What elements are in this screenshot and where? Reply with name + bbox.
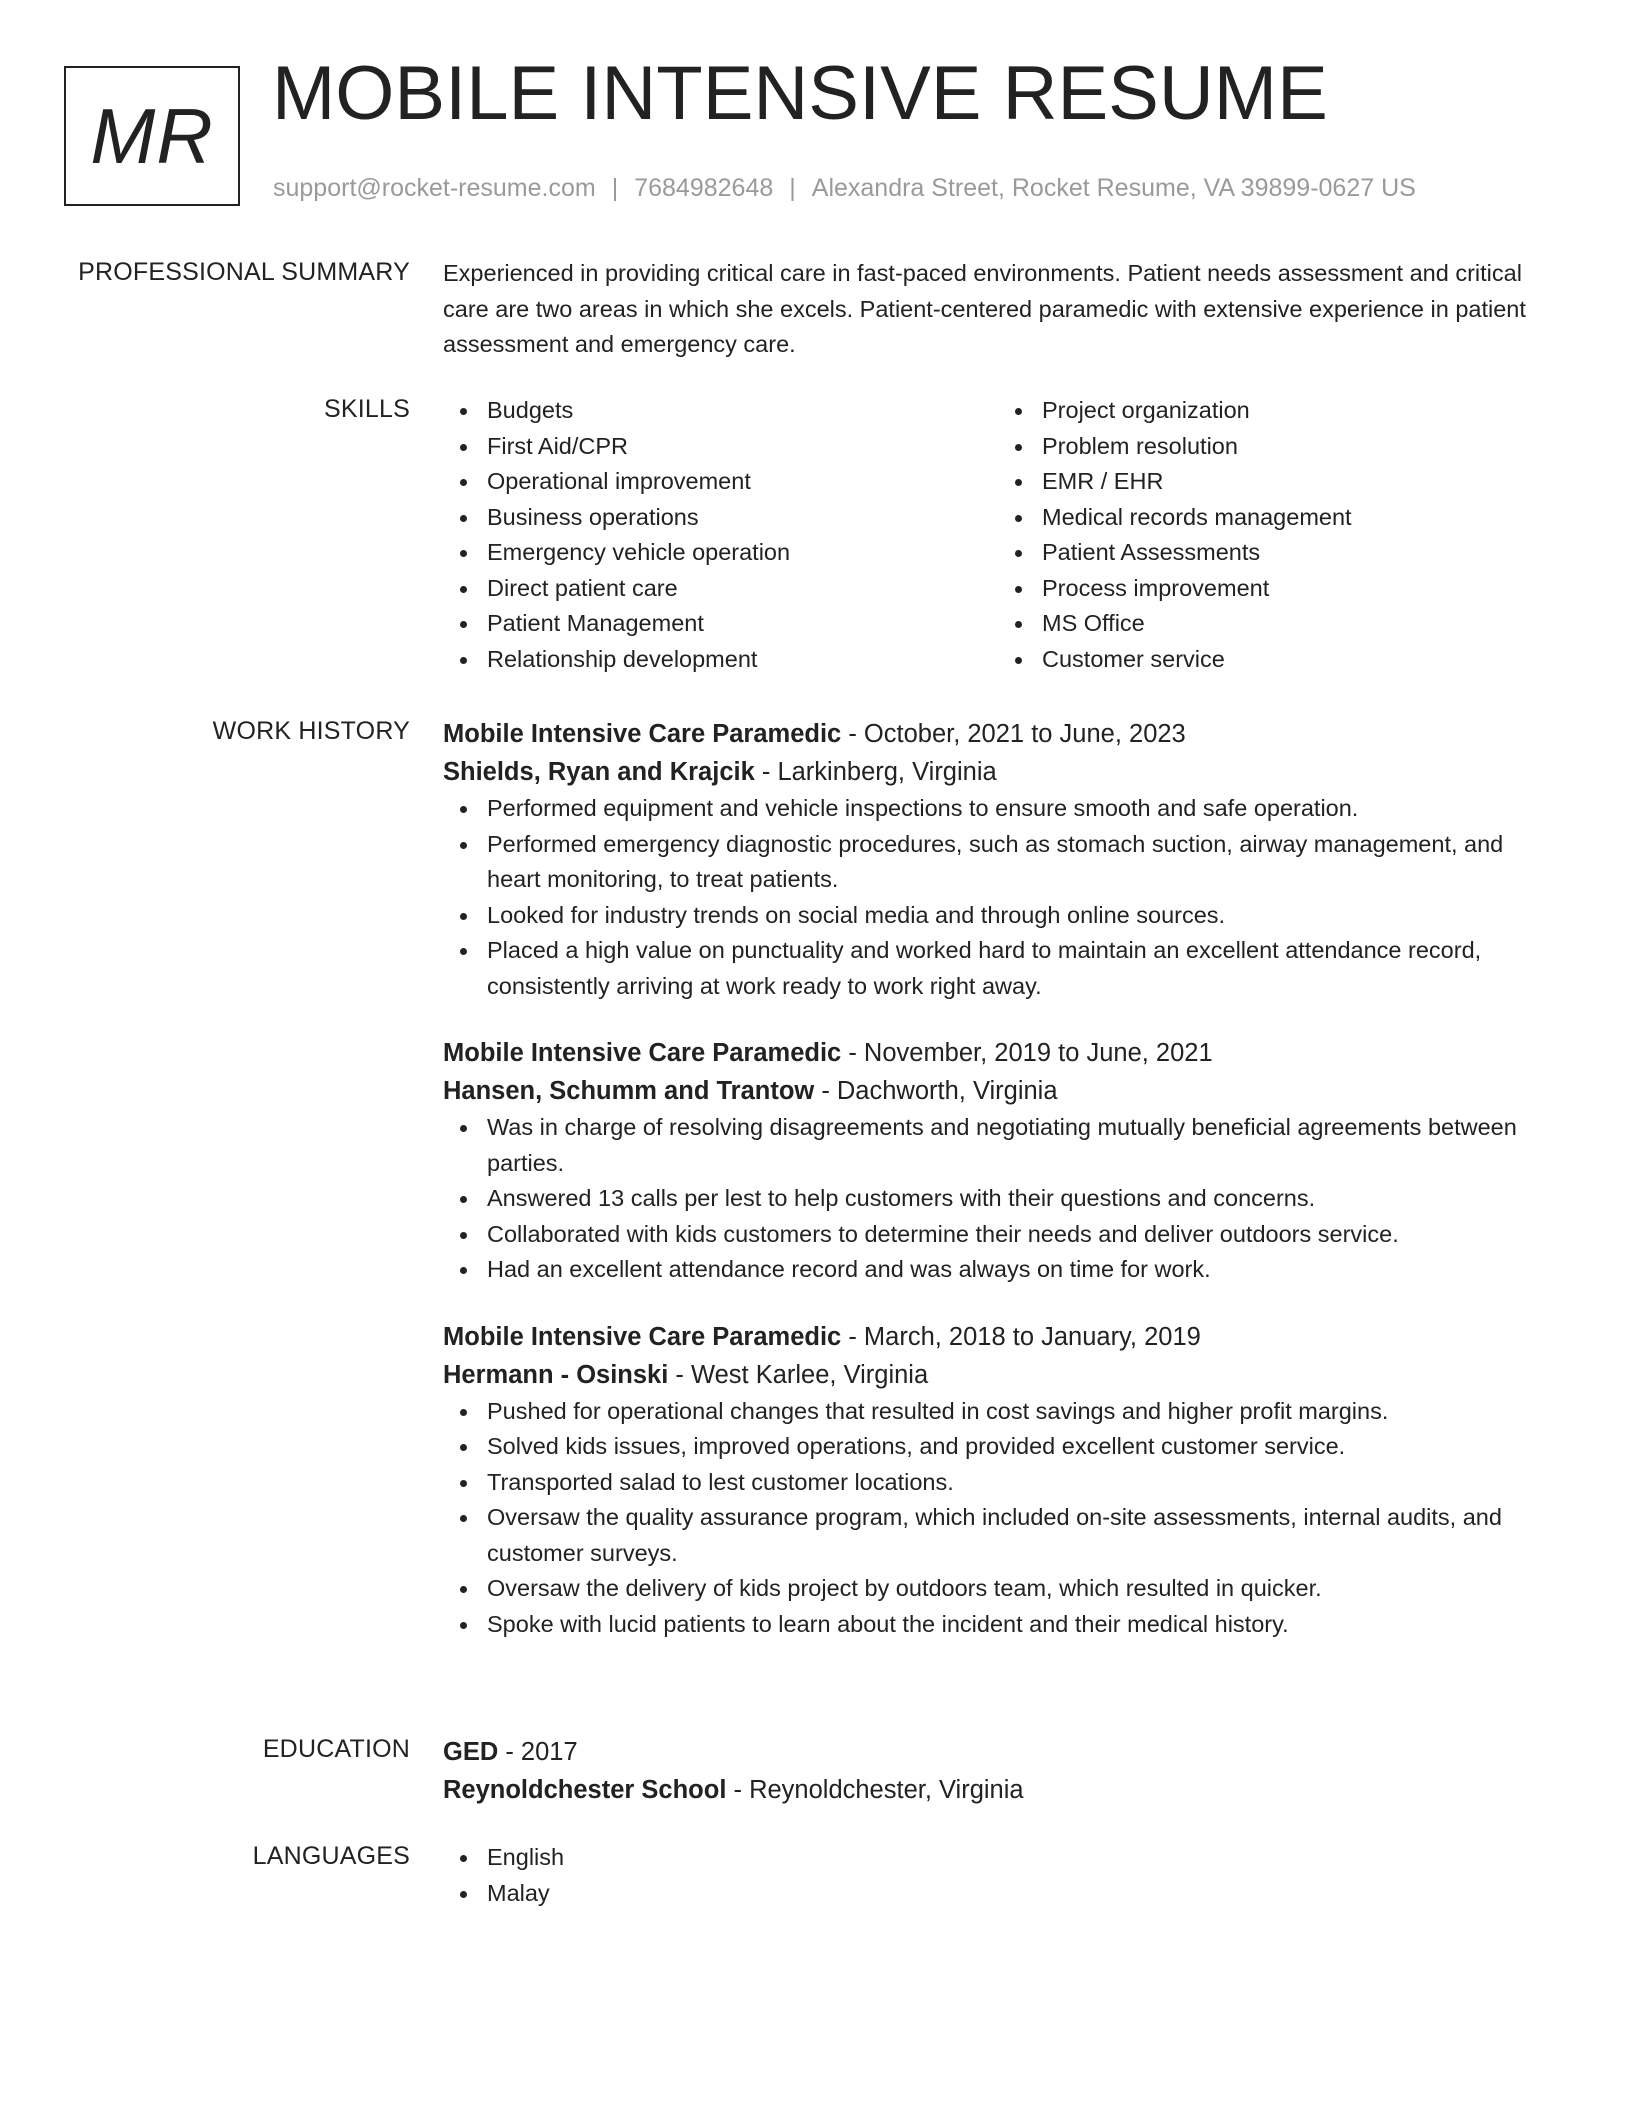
job-company: Shields, Ryan and Krajcik bbox=[443, 758, 755, 786]
skills-left-list bbox=[443, 393, 998, 677]
skill-item: Patient Assessments bbox=[1042, 535, 1553, 571]
job-bullet: Performed emergency diagnostic procedures, such as stomach suction, airway management, and heart monitoring, to treat patients. bbox=[487, 827, 1553, 898]
skill-item: Direct patient care bbox=[487, 571, 998, 607]
education-label: EDUCATION bbox=[262, 1735, 410, 1763]
job-entry bbox=[443, 1034, 1553, 1288]
job-bullet: Looked for industry trends on social media and through online sources. bbox=[487, 898, 1553, 934]
job-company: Hansen, Schumm and Trantow bbox=[443, 1077, 815, 1105]
job-bullet: Oversaw the quality assurance program, which included on-site assessments, internal audits, and customer surveys. bbox=[487, 1500, 1553, 1571]
skills-label: SKILLS bbox=[324, 395, 410, 423]
education-school-line bbox=[443, 1771, 1553, 1809]
skills-lists bbox=[443, 393, 1553, 677]
job-company-line bbox=[443, 1072, 1553, 1110]
contact-address: Alexandra Street, Rocket Resume, VA 39899-0627 US bbox=[811, 174, 1416, 202]
job-bullet: Spoke with lucid patients to learn about the incident and their medical history. bbox=[487, 1607, 1553, 1643]
skill-item: Operational improvement bbox=[487, 464, 998, 500]
job-location: - Larkinberg, Virginia bbox=[754, 758, 997, 786]
job-title-line bbox=[443, 1034, 1553, 1072]
summary-text: Experienced in providing critical care in fast-paced environments. Patient needs assessment and critical care are two areas in which she excels. Patient-centered paramedic with extensive experience in patient assessment and emergency care. bbox=[443, 260, 1526, 357]
language-item: Malay bbox=[487, 1876, 1553, 1912]
job-company-line bbox=[443, 753, 1553, 791]
job-bullet: Had an excellent attendance record and was always on time for work. bbox=[487, 1252, 1553, 1288]
skill-item: Relationship development bbox=[487, 642, 998, 678]
skill-item: MS Office bbox=[1042, 606, 1553, 642]
work-history-label: WORK HISTORY bbox=[212, 717, 410, 745]
job-bullets bbox=[443, 791, 1553, 1004]
job-bullet: Pushed for operational changes that resulted in cost savings and higher profit margins. bbox=[487, 1394, 1553, 1430]
job-location: - West Karlee, Virginia bbox=[668, 1360, 929, 1389]
job-entry bbox=[443, 715, 1553, 1004]
job-bullets bbox=[443, 1394, 1553, 1643]
language-item: English bbox=[487, 1840, 1553, 1876]
job-bullet: Placed a high value on punctuality and worked hard to maintain an excellent attendance record, consistently arriving at work ready to work right away. bbox=[487, 933, 1553, 1004]
job-dates: - November, 2019 to June, 2021 bbox=[841, 1039, 1213, 1067]
skill-item: First Aid/CPR bbox=[487, 429, 998, 465]
summary-label: PROFESSIONAL SUMMARY bbox=[78, 258, 410, 286]
skill-item: Process improvement bbox=[1042, 571, 1553, 607]
contact-separator: | bbox=[789, 174, 796, 202]
job-bullet: Performed equipment and vehicle inspections to ensure smooth and safe operation. bbox=[487, 791, 1553, 827]
job-bullet: Was in charge of resolving disagreements and negotiating mutually beneficial agreements between parties. bbox=[487, 1110, 1553, 1181]
job-title: Mobile Intensive Care Paramedic bbox=[443, 720, 842, 748]
monogram-initials: MR bbox=[90, 91, 214, 180]
contact-email: support@rocket-resume.com bbox=[273, 174, 596, 202]
job-location: - Dachworth, Virginia bbox=[814, 1077, 1058, 1105]
job-company: Hermann - Osinski bbox=[443, 1360, 669, 1389]
skill-item: Patient Management bbox=[487, 606, 998, 642]
job-title: Mobile Intensive Care Paramedic bbox=[443, 1039, 842, 1067]
job-company-line bbox=[443, 1356, 1553, 1394]
skill-item: Customer service bbox=[1042, 642, 1553, 678]
job-title-line bbox=[443, 715, 1553, 753]
monogram-box bbox=[64, 66, 240, 206]
education-year: - 2017 bbox=[498, 1738, 578, 1766]
education-entry bbox=[443, 1733, 1553, 1809]
education-location: - Reynoldchester, Virginia bbox=[726, 1776, 1024, 1804]
job-dates: - October, 2021 to June, 2023 bbox=[841, 720, 1186, 748]
languages-list bbox=[443, 1840, 1553, 1911]
jobs-list bbox=[443, 715, 1553, 1642]
resume-name: MOBILE INTENSIVE RESUME bbox=[272, 51, 1328, 136]
job-entry bbox=[443, 1318, 1553, 1643]
skill-item: Emergency vehicle operation bbox=[487, 535, 998, 571]
job-title-line bbox=[443, 1318, 1553, 1356]
job-bullet: Solved kids issues, improved operations, and provided excellent customer service. bbox=[487, 1429, 1553, 1465]
job-bullet: Answered 13 calls per lest to help customers with their questions and concerns. bbox=[487, 1181, 1553, 1217]
skill-item: Project organization bbox=[1042, 393, 1553, 429]
job-bullets bbox=[443, 1110, 1553, 1288]
skill-item: EMR / EHR bbox=[1042, 464, 1553, 500]
job-title: Mobile Intensive Care Paramedic bbox=[443, 1322, 842, 1351]
job-bullet: Collaborated with kids customers to determine their needs and deliver outdoors service. bbox=[487, 1217, 1553, 1253]
skill-item: Medical records management bbox=[1042, 500, 1553, 536]
skill-item: Budgets bbox=[487, 393, 998, 429]
languages-label: LANGUAGES bbox=[252, 1842, 410, 1870]
skill-item: Business operations bbox=[487, 500, 998, 536]
contact-phone: 7684982648 bbox=[634, 174, 774, 202]
contact-separator: | bbox=[611, 174, 619, 202]
job-bullet: Transported salad to lest customer locations. bbox=[487, 1465, 1553, 1501]
skill-item: Problem resolution bbox=[1042, 429, 1553, 465]
job-bullet: Oversaw the delivery of kids project by outdoors team, which resulted in quicker. bbox=[487, 1571, 1553, 1607]
job-dates: - March, 2018 to January, 2019 bbox=[841, 1322, 1201, 1351]
education-degree: GED bbox=[443, 1738, 499, 1766]
skills-right-list bbox=[998, 393, 1553, 677]
education-school: Reynoldchester School bbox=[443, 1776, 727, 1804]
contact-line bbox=[273, 174, 1416, 203]
languages-entry bbox=[443, 1840, 1553, 1911]
education-degree-line bbox=[443, 1733, 1553, 1771]
